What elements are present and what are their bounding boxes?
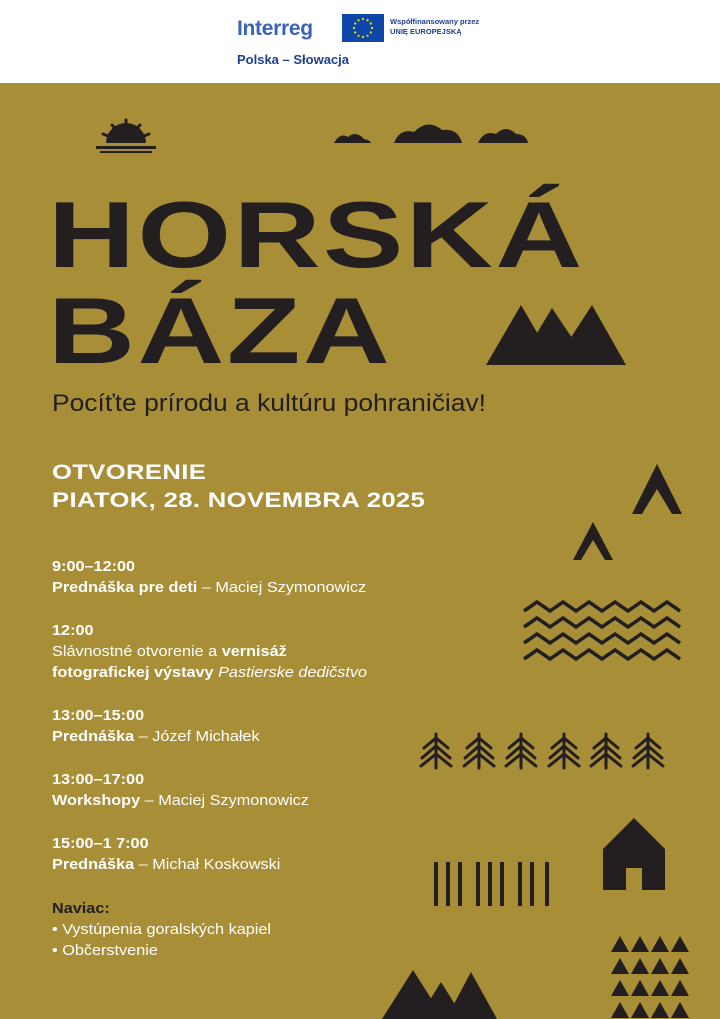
house-icon: [603, 818, 665, 890]
schedule-event-bold: vernisáž: [221, 644, 287, 660]
mountains-icon: [486, 305, 626, 365]
schedule-event: Prednáška pre deti: [52, 580, 198, 596]
schedule-event: Workshopy: [52, 793, 141, 809]
fence-icon: [434, 862, 549, 906]
title-line-2: BÁZA: [48, 278, 393, 383]
waves-icon: [524, 602, 680, 659]
schedule-event-text: Slávnostné otvorenie a: [52, 644, 222, 660]
schedule-time: 15:00–1 7:00: [52, 836, 149, 852]
exhibition-title: Pastierske dedičstvo: [213, 665, 368, 681]
schedule-time: 13:00–15:00: [52, 708, 145, 724]
schedule-event: Prednáška: [52, 729, 135, 745]
schedule-time: 9:00–12:00: [52, 559, 136, 575]
sun-icon: [96, 120, 156, 153]
tent-icon: [573, 464, 682, 560]
schedule-event: Prednáška: [52, 857, 135, 873]
schedule-time: 13:00–17:00: [52, 772, 145, 788]
opening-date: PIATOK, 28. NOVEMBRA 2025: [52, 489, 426, 512]
eu-line-2: UNIĘ EUROPEJSKĄ: [390, 27, 462, 36]
program-region: Polska – Słowacja: [237, 52, 350, 67]
schedule-item-1: [52, 557, 366, 599]
schedule-item-4: [52, 770, 309, 812]
title-line-1: HORSKÁ: [48, 182, 585, 287]
subtitle: Pocíťte prírodu a kultúru pohraničiav!: [52, 390, 487, 417]
opening-label: OTVORENIE: [52, 461, 207, 484]
interreg-logo: Interreg: [237, 17, 313, 40]
schedule-time: 12:00: [52, 623, 94, 639]
schedule-speaker: – Józef Michałek: [134, 729, 260, 745]
eu-line-1: Współfinansowany przez: [390, 17, 480, 26]
schedule-speaker: – Maciej Szymonowicz: [197, 580, 367, 596]
trees-icon: [421, 734, 663, 768]
schedule-item-5: [52, 834, 280, 876]
schedule-item-3: [52, 706, 260, 748]
schedule-event-bold-2: fotografickej výstavy: [52, 665, 214, 681]
schedule-speaker: – Michał Koskowski: [134, 857, 281, 873]
extras-item: • Vystúpenia goralských kapiel: [52, 922, 272, 938]
triangle-pattern-icon: [611, 936, 689, 1018]
bottom-mountains-icon: [382, 970, 497, 1019]
extras-section: [52, 899, 271, 962]
extras-heading: Naviac:: [52, 901, 110, 917]
clouds-icon: [334, 124, 528, 143]
schedule-speaker: – Maciej Szymonowicz: [140, 793, 309, 809]
extras-item: • Občerstvenie: [52, 943, 158, 959]
schedule-item-2: [52, 621, 367, 684]
